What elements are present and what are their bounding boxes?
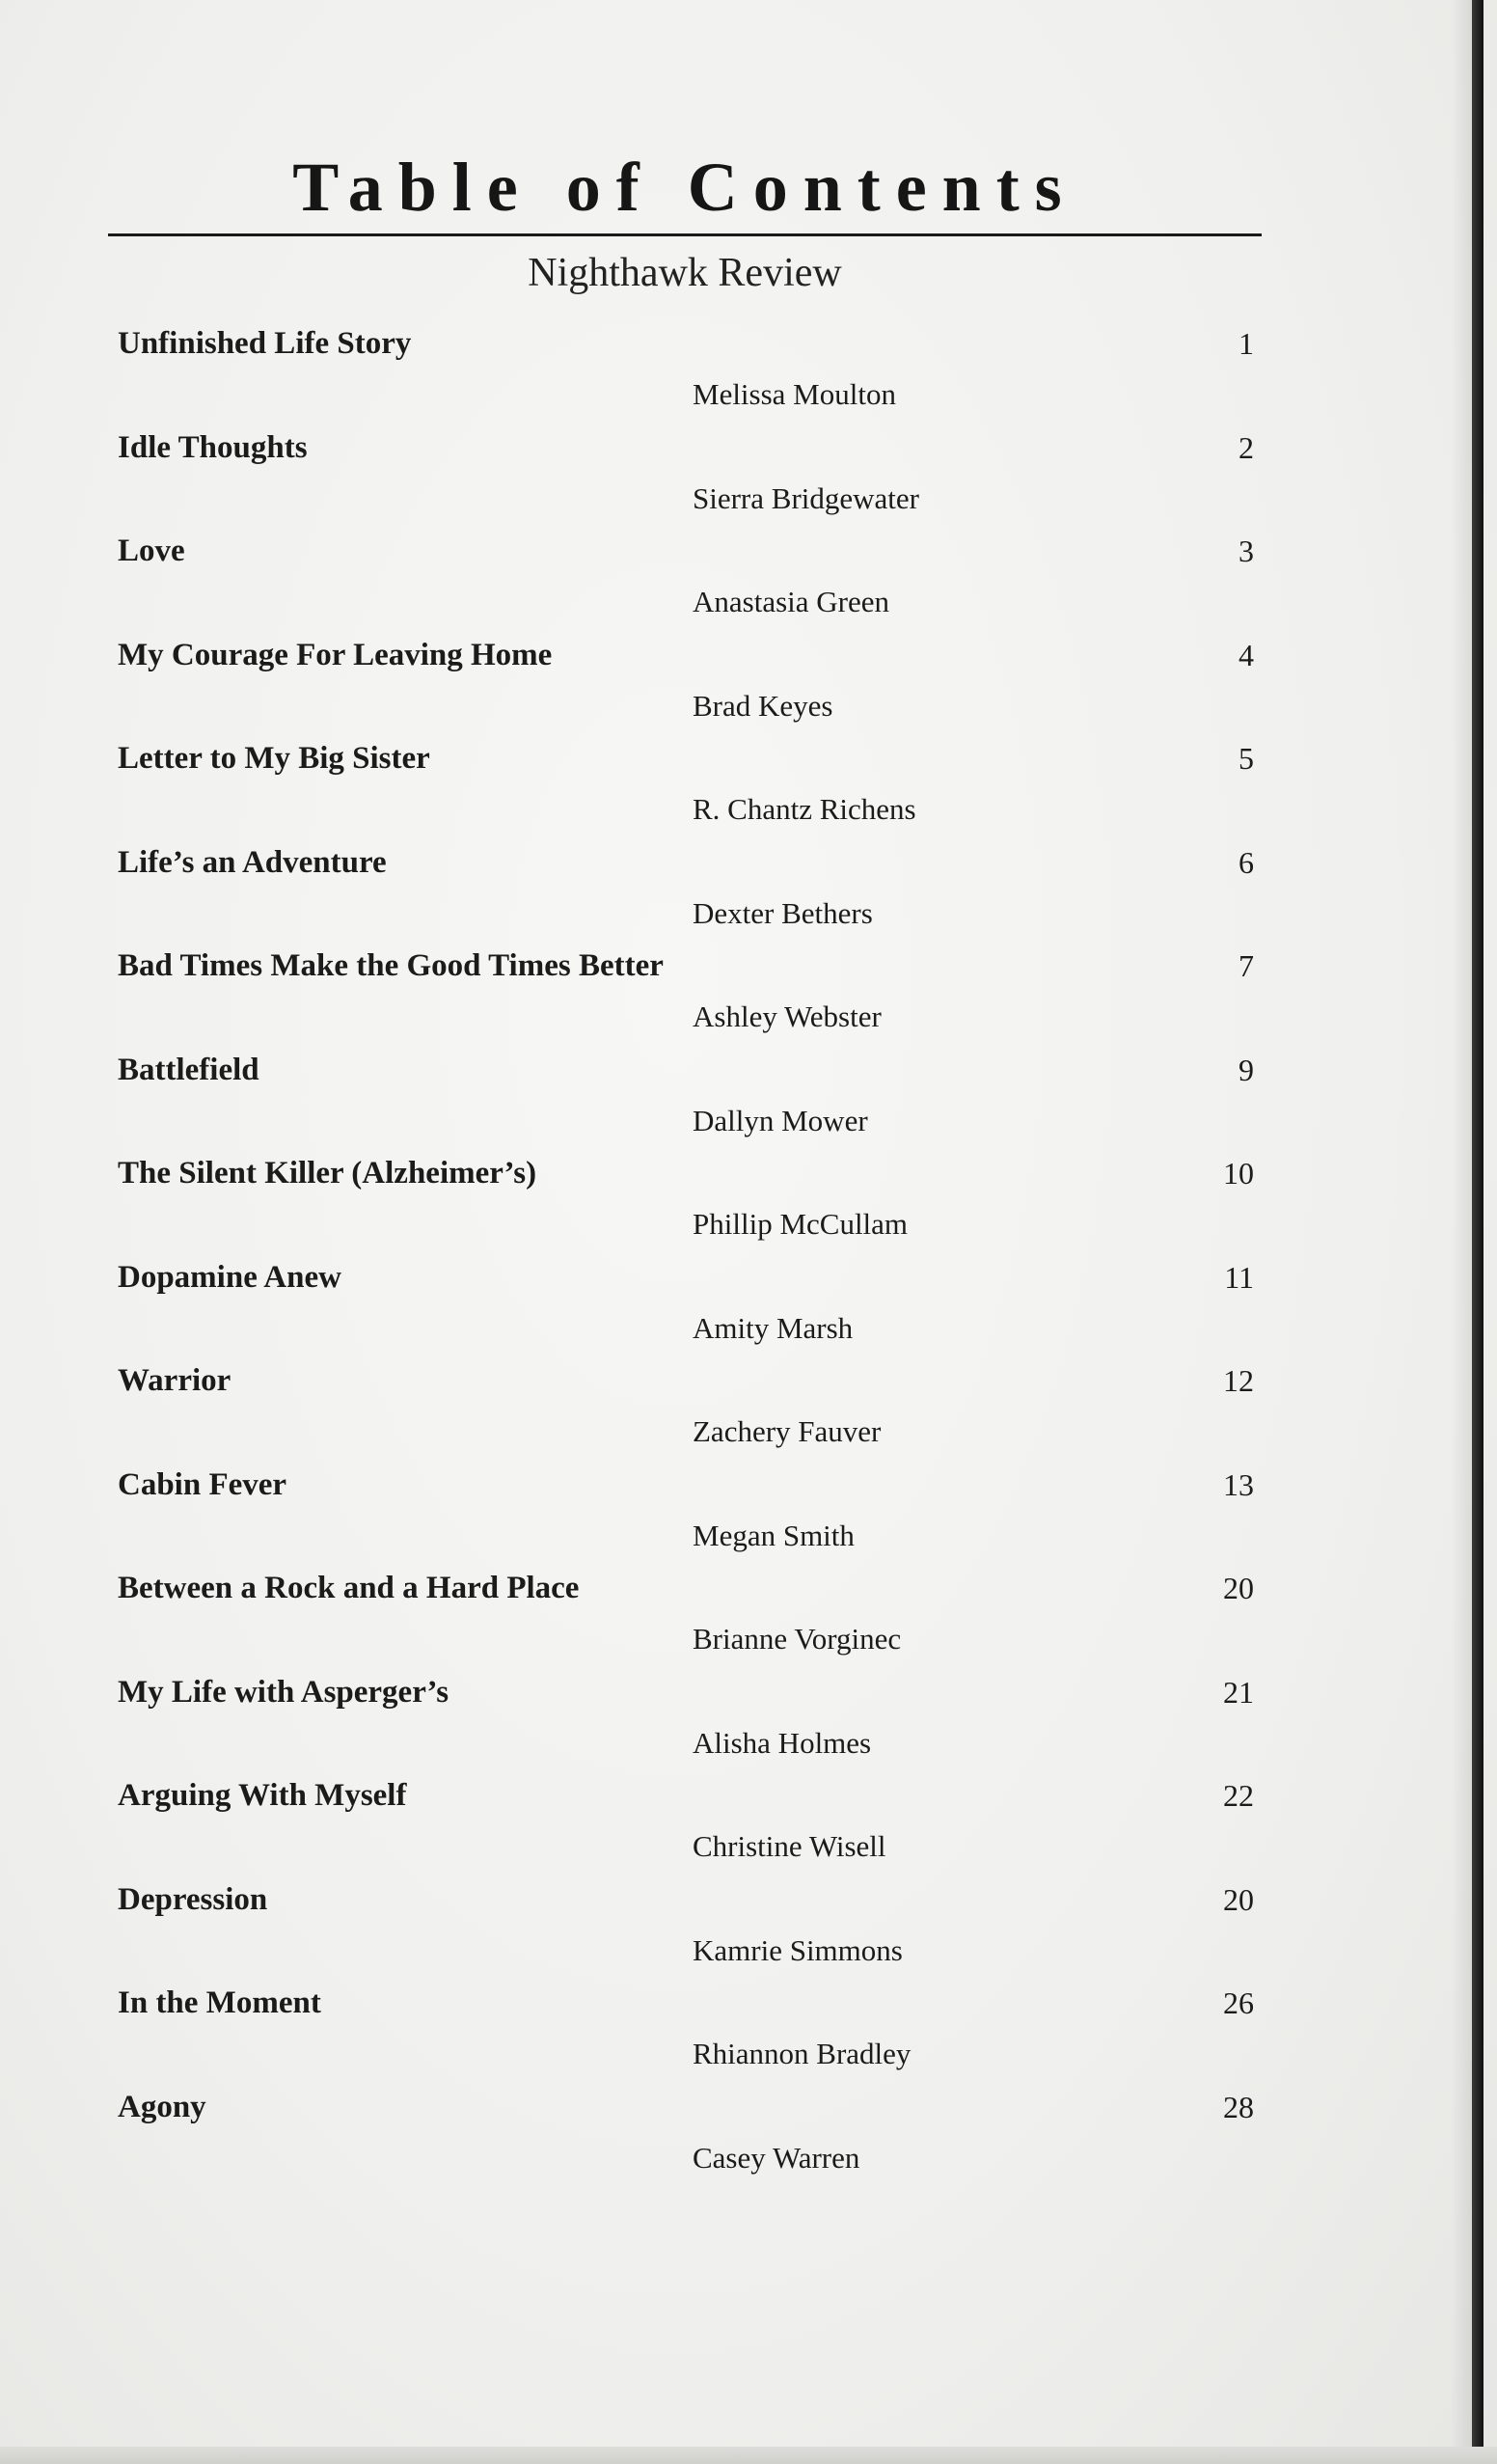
entry-author: Alisha Holmes — [693, 1726, 872, 1760]
entry-author: Kamrie Simmons — [693, 1933, 903, 1967]
page-title: Table of Contents — [292, 149, 1077, 226]
toc-entry — [0, 1466, 1497, 1563]
entry-page-number: 6 — [1238, 845, 1254, 880]
entry-author: Ashley Webster — [693, 999, 882, 1033]
entry-title: Idle Thoughts — [118, 430, 308, 465]
entry-page-number: 28 — [1223, 2090, 1254, 2124]
toc-entry — [0, 1155, 1497, 1251]
page-bottom-edge — [0, 2447, 1497, 2464]
toc-entry — [0, 1674, 1497, 1770]
entry-title: The Silent Killer (Alzheimer’s) — [118, 1156, 537, 1191]
entry-title: In the Moment — [118, 1985, 321, 2020]
publication-name: Nighthawk Review — [528, 251, 842, 295]
entry-page-number: 9 — [1238, 1053, 1254, 1087]
entry-author: Megan Smith — [693, 1519, 855, 1552]
entry-title: Dopamine Anew — [118, 1260, 341, 1295]
entry-author: Casey Warren — [693, 2141, 860, 2175]
toc-entry — [0, 1881, 1497, 1978]
entry-page-number: 20 — [1223, 1571, 1254, 1605]
toc-entry — [0, 429, 1497, 526]
entry-page-number: 7 — [1238, 948, 1254, 983]
toc-entry — [0, 533, 1497, 629]
entry-title: Letter to My Big Sister — [118, 741, 430, 776]
entry-page-number: 11 — [1224, 1260, 1254, 1295]
toc-entry — [0, 2089, 1497, 2185]
entry-title: Love — [118, 534, 185, 568]
entry-page-number: 3 — [1238, 534, 1254, 568]
entry-author: Christine Wisell — [693, 1829, 886, 1863]
toc-entry — [0, 740, 1497, 836]
entry-title: Battlefield — [118, 1053, 259, 1087]
toc-entry — [0, 1362, 1497, 1459]
entry-title: Arguing With Myself — [118, 1778, 407, 1813]
entry-author: Rhiannon Bradley — [693, 2037, 912, 2070]
entry-page-number: 12 — [1223, 1363, 1254, 1398]
entry-author: Dallyn Mower — [693, 1104, 868, 1137]
entry-author: Melissa Moulton — [693, 377, 896, 411]
entry-page-number: 2 — [1238, 430, 1254, 465]
entry-title: My Life with Asperger’s — [118, 1675, 449, 1710]
entry-page-number: 20 — [1223, 1882, 1254, 1917]
entry-author: Phillip McCullam — [693, 1207, 909, 1241]
entry-page-number: 26 — [1223, 1985, 1254, 2020]
entry-page-number: 21 — [1223, 1675, 1254, 1710]
toc-entry — [0, 1985, 1497, 2081]
entry-title: Unfinished Life Story — [118, 326, 412, 361]
toc-entry — [0, 325, 1497, 422]
entry-author: Anastasia Green — [693, 585, 889, 618]
entry-title: Depression — [118, 1882, 268, 1917]
entry-author: Dexter Bethers — [693, 896, 873, 930]
toc-entry — [0, 637, 1497, 733]
entry-author: R. Chantz Richens — [693, 792, 916, 826]
entry-title: Agony — [118, 2090, 206, 2124]
entry-author: Brad Keyes — [693, 689, 833, 723]
toc-entry — [0, 1777, 1497, 1874]
entry-title: Life’s an Adventure — [118, 845, 387, 880]
entry-page-number: 22 — [1223, 1778, 1254, 1813]
toc-entry — [0, 844, 1497, 941]
entry-author: Brianne Vorginec — [693, 1622, 902, 1656]
title-divider — [108, 233, 1262, 236]
entry-page-number: 1 — [1238, 326, 1254, 361]
entry-page-number: 4 — [1238, 638, 1254, 672]
entry-author: Zachery Fauver — [693, 1414, 882, 1448]
toc-entry — [0, 1259, 1497, 1355]
entry-title: My Courage For Leaving Home — [118, 638, 553, 672]
entry-page-number: 13 — [1223, 1467, 1254, 1502]
entry-page-number: 10 — [1223, 1156, 1254, 1191]
entry-title: Bad Times Make the Good Times Better — [118, 948, 664, 983]
entry-title: Between a Rock and a Hard Place — [118, 1571, 580, 1605]
entry-author: Sierra Bridgewater — [693, 481, 919, 515]
entry-author: Amity Marsh — [693, 1311, 854, 1345]
toc-entry — [0, 947, 1497, 1044]
entry-title: Warrior — [118, 1363, 231, 1398]
toc-entry — [0, 1052, 1497, 1148]
toc-entry — [0, 1570, 1497, 1666]
entry-page-number: 5 — [1238, 741, 1254, 776]
entry-title: Cabin Fever — [118, 1467, 287, 1502]
